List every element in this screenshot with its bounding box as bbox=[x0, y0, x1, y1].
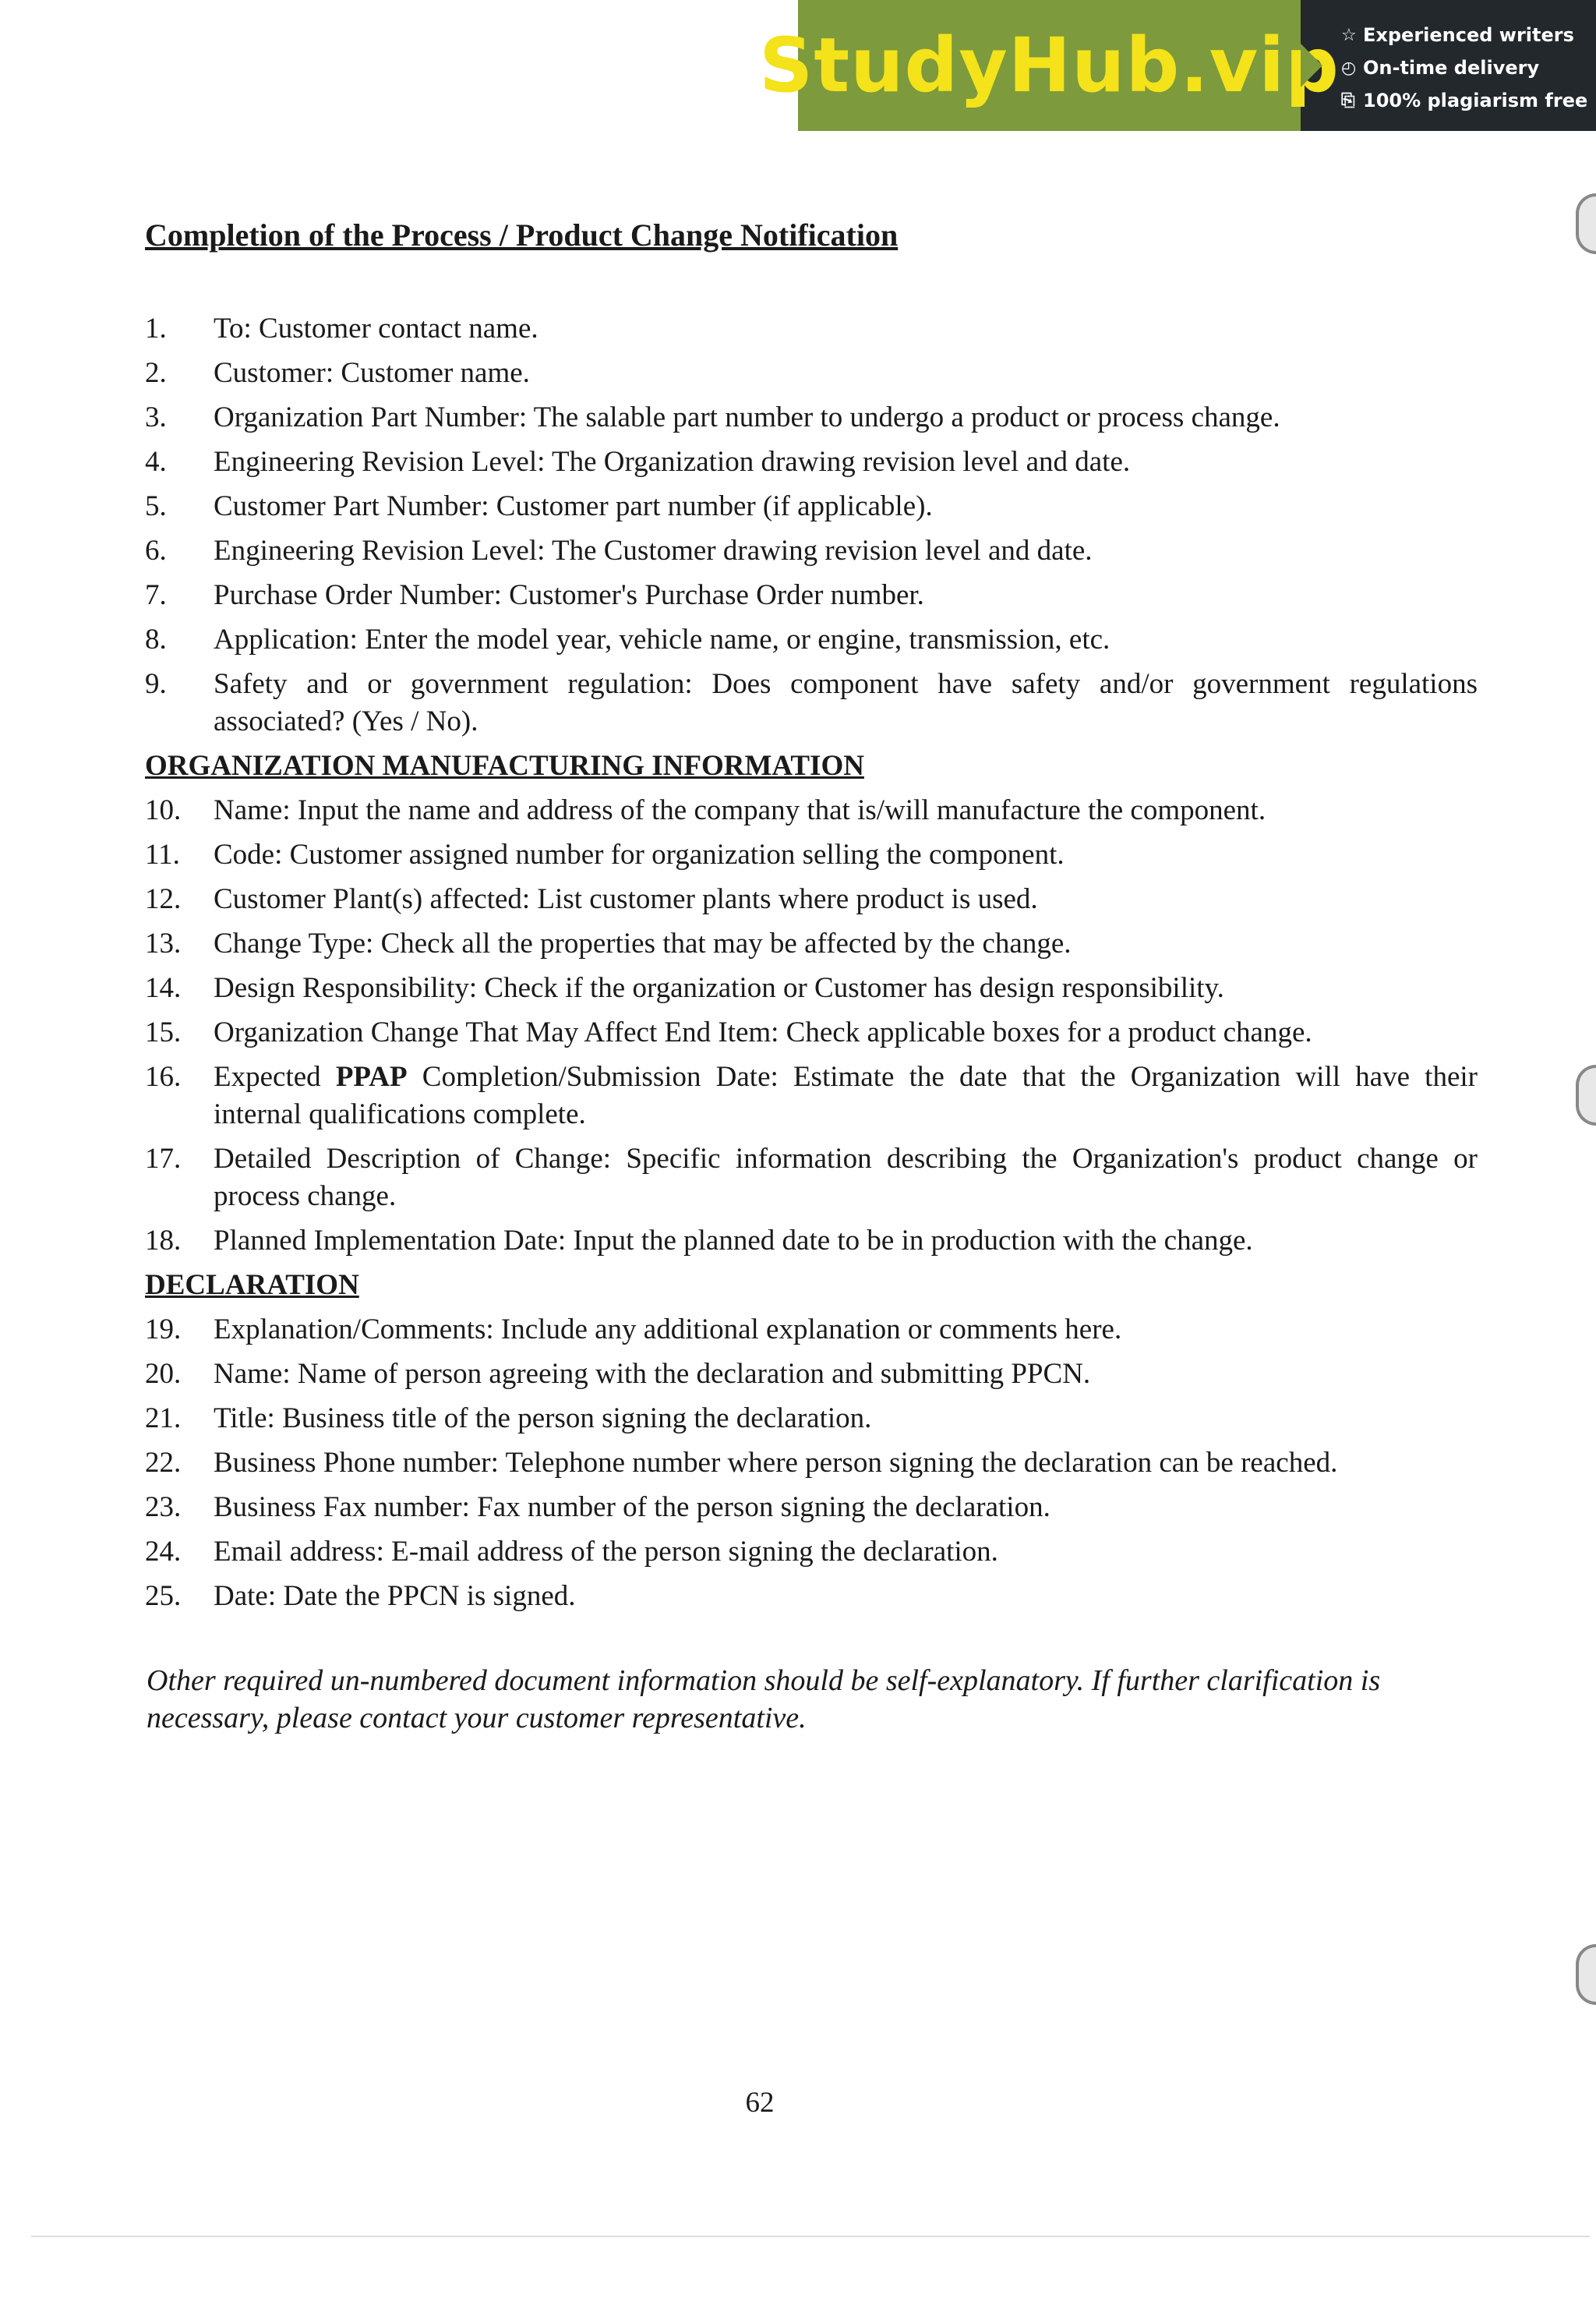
item-text: Title: Business title of the person signing the declaration. bbox=[214, 1402, 872, 1434]
scan-hole-mark bbox=[1576, 1065, 1596, 1126]
item-number: 3. bbox=[145, 401, 167, 433]
list-item bbox=[145, 836, 1478, 874]
item-text: Name: Input the name and address of the company that is/will manufacture the component. bbox=[214, 794, 1266, 826]
list-item bbox=[145, 925, 1478, 963]
item-text: Application: Enter the model year, vehicle name, or engine, transmission, etc. bbox=[214, 624, 1110, 656]
section-heading-declaration: DECLARATION bbox=[145, 1269, 359, 1301]
list-item bbox=[145, 1444, 1478, 1482]
list-item bbox=[145, 792, 1478, 829]
list-item bbox=[145, 970, 1478, 1007]
item-text: Email address: E-mail address of the person signing the declaration. bbox=[214, 1536, 998, 1568]
item-number: 17. bbox=[145, 1143, 182, 1175]
list-item bbox=[145, 1356, 1478, 1393]
list-item bbox=[145, 310, 1478, 348]
list-item bbox=[145, 532, 1478, 570]
clock-icon: ◴ bbox=[1341, 58, 1357, 78]
list-item bbox=[145, 621, 1478, 659]
banner-feature bbox=[1341, 51, 1596, 84]
item-text: Engineering Revision Level: The Customer drawing revision level and date. bbox=[214, 535, 1093, 567]
list-item bbox=[145, 1489, 1478, 1526]
list-item bbox=[145, 399, 1478, 437]
item-number: 6. bbox=[145, 535, 167, 567]
item-text: Explanation/Comments: Include any additional explanation or comments here. bbox=[214, 1313, 1122, 1345]
list-item bbox=[145, 666, 1478, 741]
page-number: 62 bbox=[745, 2087, 775, 2119]
banner-feature bbox=[1341, 84, 1596, 117]
item-number: 1. bbox=[145, 313, 167, 345]
scan-edge-line bbox=[31, 2236, 1590, 2237]
item-text: Detailed Description of Change: Specific information describing the Organization's product change or process change. bbox=[214, 1143, 1478, 1212]
footnote: Other required un-numbered document information should be self-explanatory. If further clarification is necessary, please contact your customer representative. bbox=[147, 1664, 1381, 1734]
item-text: Customer Part Number: Customer part number (if applicable). bbox=[214, 490, 933, 522]
item-number: 22. bbox=[145, 1447, 182, 1479]
scan-hole-mark bbox=[1576, 193, 1596, 254]
list-item bbox=[145, 577, 1478, 614]
item-number: 20. bbox=[145, 1358, 182, 1390]
list-item bbox=[145, 1578, 1478, 1615]
item-number: 15. bbox=[145, 1016, 182, 1048]
item-text: Design Responsibility: Check if the organization or Customer has design responsibility. bbox=[214, 972, 1224, 1004]
scan-hole-mark bbox=[1576, 1944, 1596, 2005]
item-text: Customer: Customer name. bbox=[214, 357, 530, 389]
item-number: 9. bbox=[145, 668, 167, 700]
item-number: 14. bbox=[145, 972, 182, 1004]
banner-features bbox=[1301, 0, 1596, 131]
item-number: 8. bbox=[145, 624, 167, 656]
item-text: Planned Implementation Date: Input the planned date to be in production with the change. bbox=[214, 1225, 1253, 1257]
list-item bbox=[145, 1400, 1478, 1437]
list-item bbox=[145, 444, 1478, 481]
banner-feature-text: 100% plagiarism free bbox=[1363, 90, 1588, 111]
item-text: Purchase Order Number: Customer's Purchase Order number. bbox=[214, 579, 924, 611]
item-text: Engineering Revision Level: The Organization drawing revision level and date. bbox=[214, 446, 1131, 478]
item-text: Organization Change That May Affect End Item: Check applicable boxes for a product change. bbox=[214, 1016, 1312, 1048]
item-number: 4. bbox=[145, 446, 167, 478]
document-icon: ⎘ bbox=[1341, 90, 1355, 111]
item-number: 7. bbox=[145, 579, 167, 611]
banner-feature bbox=[1341, 19, 1596, 51]
list-item bbox=[145, 1533, 1478, 1571]
studyhub-banner[interactable] bbox=[759, 0, 1596, 131]
item-text: To: Customer contact name. bbox=[214, 313, 538, 345]
item-text: Business Fax number: Fax number of the person signing the declaration. bbox=[214, 1491, 1050, 1523]
item-text: Code: Customer assigned number for organization selling the component. bbox=[214, 839, 1065, 871]
item-number: 19. bbox=[145, 1313, 182, 1345]
item-number: 12. bbox=[145, 883, 182, 915]
list-item bbox=[145, 1311, 1478, 1349]
list-item bbox=[145, 1014, 1478, 1052]
studyhub-logo: StudyHub.vip bbox=[759, 22, 1340, 109]
item-number: 24. bbox=[145, 1536, 182, 1568]
item-text: Business Phone number: Telephone number where person signing the declaration can be reached. bbox=[214, 1447, 1338, 1479]
item-number: 2. bbox=[145, 357, 167, 389]
star-icon: ☆ bbox=[1341, 25, 1357, 45]
item-text: Date: Date the PPCN is signed. bbox=[214, 1580, 576, 1612]
item-text: Name: Name of person agreeing with the declaration and submitting PPCN. bbox=[214, 1358, 1091, 1390]
list-item bbox=[145, 1140, 1478, 1215]
item-number: 5. bbox=[145, 490, 167, 522]
item-number: 25. bbox=[145, 1580, 182, 1612]
page-title: Completion of the Process / Product Change Notification bbox=[145, 217, 899, 253]
list-item bbox=[145, 355, 1478, 392]
banner-feature-text: Experienced writers bbox=[1363, 24, 1574, 46]
item-text: Customer Plant(s) affected: List customer plants where product is used. bbox=[214, 883, 1038, 915]
section-heading-manufacturing: ORGANIZATION MANUFACTURING INFORMATION bbox=[145, 750, 864, 782]
item-number: 18. bbox=[145, 1225, 182, 1257]
item-text: Organization Part Number: The salable part number to undergo a product or process change. bbox=[214, 401, 1280, 433]
item-text: Change Type: Check all the properties that may be affected by the change. bbox=[214, 928, 1072, 960]
list-item bbox=[145, 1059, 1478, 1133]
banner-logo-area bbox=[759, 0, 1340, 131]
item-text: Safety and or government regulation: Does component have safety and/or government regulations associated? (Yes / No). bbox=[214, 668, 1478, 737]
item-number: 23. bbox=[145, 1491, 182, 1523]
item-number: 13. bbox=[145, 928, 182, 960]
banner-feature-text: On-time delivery bbox=[1363, 57, 1540, 79]
item-text: Expected PPAP Completion/Submission Date: Estimate the date that the Organization will have their internal qualifications complete. bbox=[214, 1061, 1478, 1130]
ppap-bold: PPAP bbox=[335, 1061, 408, 1093]
item-number: 11. bbox=[145, 839, 180, 871]
item-number: 21. bbox=[145, 1402, 182, 1434]
list-item bbox=[145, 881, 1478, 918]
item-number: 16. bbox=[145, 1061, 182, 1093]
list-item bbox=[145, 1222, 1478, 1260]
instruction-list bbox=[145, 310, 1478, 1622]
list-item bbox=[145, 488, 1478, 525]
item-number: 10. bbox=[145, 794, 182, 826]
